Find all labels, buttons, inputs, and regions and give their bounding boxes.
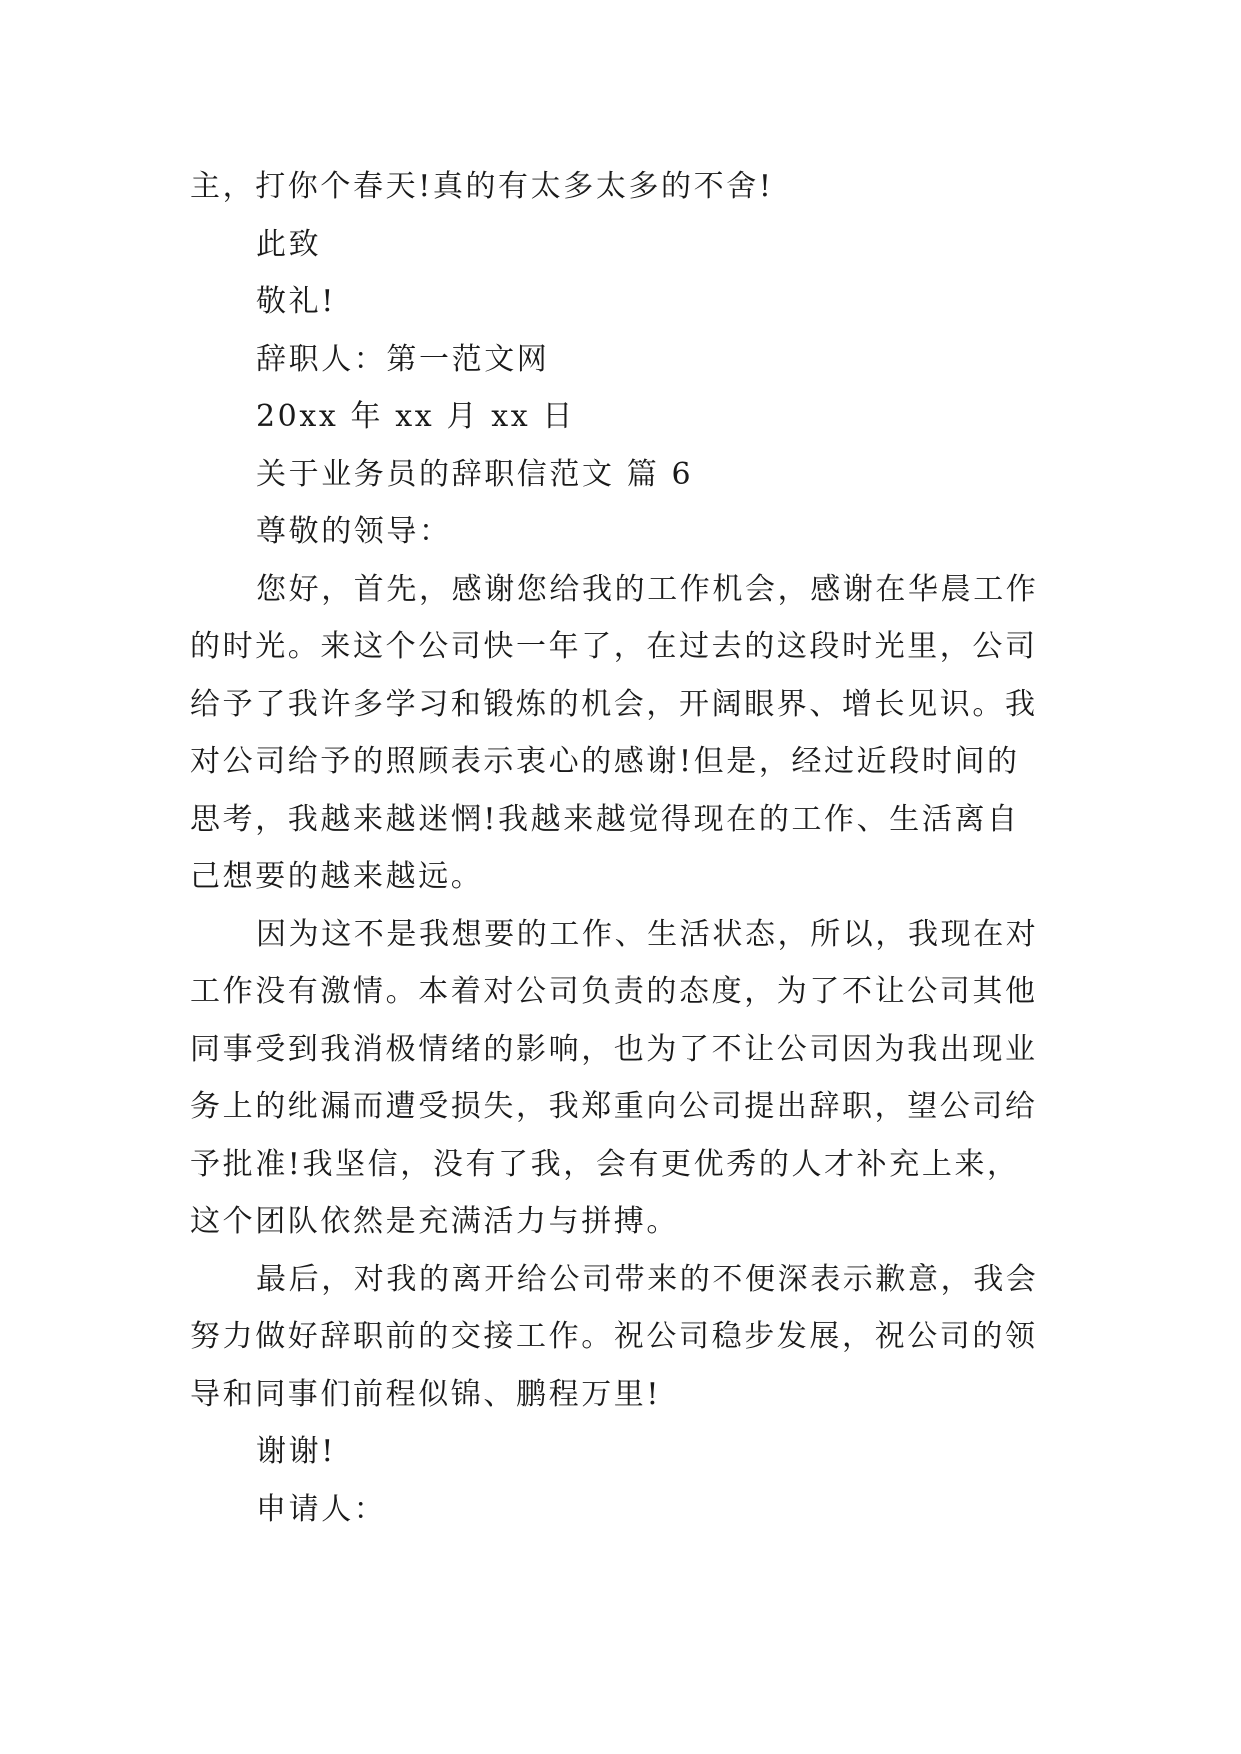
paragraph-line: 您好，首先，感谢您给我的工作机会，感谢在华晨工作 [256,571,1039,607]
paragraph-line: 这个团队依然是充满活力与拼搏。 [190,1204,679,1239]
paragraph-line: 思考，我越来越迷惘!我越来越觉得现在的工作、生活离自 [190,801,1020,837]
paragraph-line: 务上的纰漏而遭受损失，我郑重向公司提出辞职，望公司给 [190,1089,1038,1124]
paragraph-2 [190,906,1052,1251]
paragraph-line: 努力做好辞职前的交接工作。祝公司稳步发展，祝公司的领 [190,1319,1038,1354]
paragraph-line: 给予了我许多学习和锻炼的机会，开阔眼界、增长见识。我 [190,686,1038,722]
paragraph-line: 导和同事们前程似锦、鹏程万里! [190,1376,662,1412]
date-line: 20xx 年 xx 月 xx 日 [256,399,575,434]
paragraph-1 [190,561,1052,906]
paragraph-line: 对公司给予的照顾表示衷心的感谢!但是，经过近段时间的 [190,744,1020,779]
paragraph-line: 的时光。来这个公司快一年了，在过去的这段时光里，公司 [190,629,1038,664]
paragraph-line: 己想要的越来越远。 [190,859,484,894]
closing-line-2: 敬礼! [256,284,336,319]
paragraph-line: 最后，对我的离开给公司带来的不便深表示歉意，我会 [256,1261,1039,1297]
paragraph-line: 予批准!我坚信，没有了我，会有更优秀的人才补充上来， [190,1146,1020,1182]
section-title: 关于业务员的辞职信范文 篇 6 [256,456,694,492]
salutation: 尊敬的领导： [256,514,452,549]
applicant-line: 申请人： [256,1491,387,1527]
paragraph-line: 同事受到我消极情绪的影响，也为了不让公司因为我出现业 [190,1031,1038,1067]
closing-line-1: 此致 [256,226,322,262]
continuation-line: 主，打你个春天!真的有太多太多的不舍! [190,169,774,204]
paragraph-3 [190,1251,1052,1424]
letter-body [190,158,1052,1538]
signature-line: 辞职人：第一范文网 [256,341,550,377]
thanks-line: 谢谢! [256,1434,336,1469]
paragraph-line: 工作没有激情。本着对公司负责的态度，为了不让公司其他 [190,974,1038,1009]
paragraph-line: 因为这不是我想要的工作、生活状态，所以，我现在对 [256,916,1039,952]
